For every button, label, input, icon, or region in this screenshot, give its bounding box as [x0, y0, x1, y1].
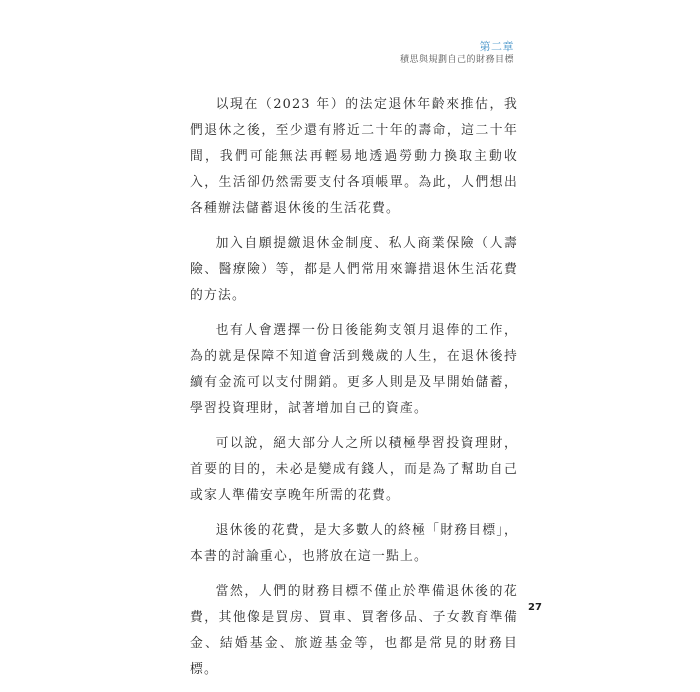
body-text	[190, 92, 518, 692]
paragraph: 可以說，絕大部分人之所以積極學習投資理財，首要的目的，未必是變成有錢人，而是為了幫助自己或家人準備安享晚年所需的花費。	[190, 436, 518, 503]
chapter-subtitle: 積思與規劃自己的財務目標	[399, 55, 514, 65]
chapter-label: 第二章	[479, 40, 514, 53]
page-number: 27	[528, 602, 542, 613]
paragraph: 也有人會選擇一份日後能夠支領月退俸的工作，為的就是保障不知道會活到幾歲的人生，在退休後持續有金流可以支付開銷。更多人則是及早開始儲蓄，學習投資理財，試著增加自己的資產。	[190, 323, 518, 416]
paragraph: 當然，人們的財務目標不僅止於準備退休後的花費，其他像是買房、買車、買奢侈品、子女教育準備金、結婚基金、旅遊基金等，也都是常見的財務目標。	[190, 584, 518, 677]
paragraph: 以現在（2023 年）的法定退休年齡來推估，我們退休之後，至少還有將近二十年的壽命，這二十年間，我們可能無法再輕易地透過勞動力換取主動收入，生活卻仍然需要支付各項帳單。為此，人們想出各種辦法儲蓄退休後的生活花費。	[190, 97, 518, 216]
paragraph: 退休後的花費，是大多數人的終極「財務目標」，本書的討論重心，也將放在這一點上。	[190, 523, 518, 564]
paragraph: 加入自願提繳退休金制度、私人商業保險（人壽險、醫療險）等，都是人們常用來籌措退休生活花費的方法。	[190, 236, 518, 303]
